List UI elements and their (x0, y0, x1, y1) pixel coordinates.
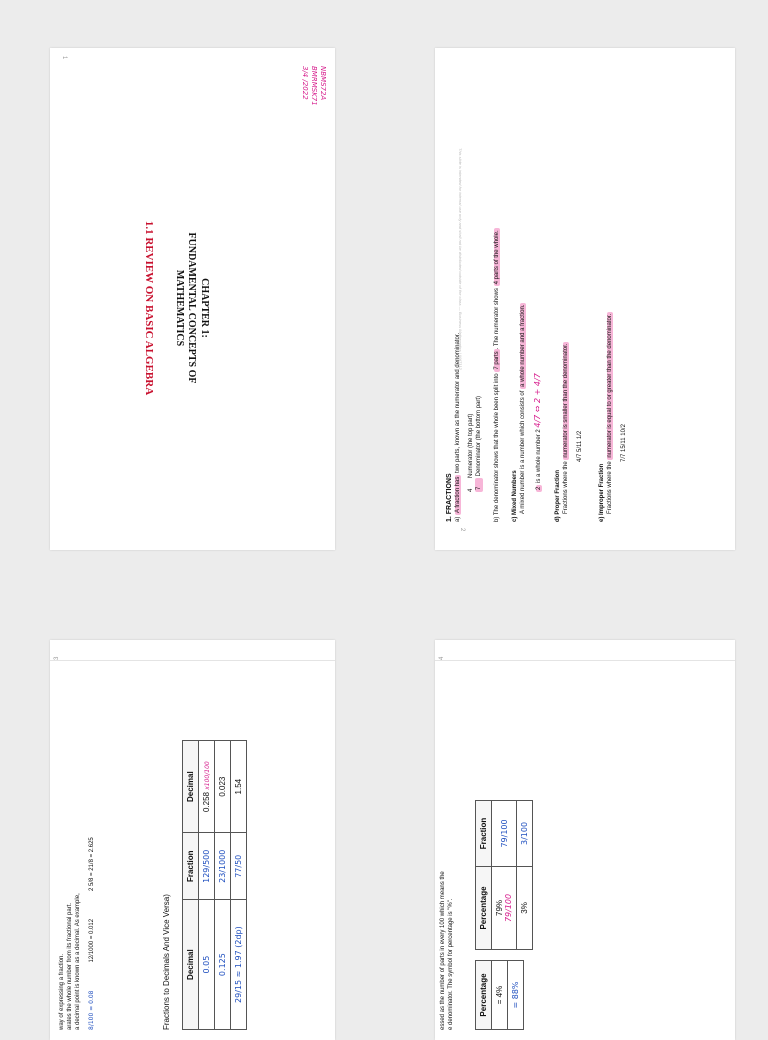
chapter-title: CHAPTER 1: FUNDAMENTAL CONCEPTS OF MATHEMATICS (174, 232, 210, 384)
decimal-examples: 8/100 = 0.08 12/1000 = 0.012 2 5/8 = 21/8 = 2.625 (88, 837, 96, 1030)
table-header: Fraction (183, 833, 199, 900)
table-row: 29/15 ≈ 1.97 (2dp) 77/50 1.54 (231, 741, 247, 1030)
author-tag: NBMS72A BMRMSK71 3/4 /2022 (300, 66, 327, 106)
slide-page-2 (435, 48, 735, 550)
slide-page-4 (435, 640, 735, 1040)
section-title: 1.1 REVIEW ON BASIC ALGEBRA (143, 220, 155, 396)
item-a: a) A fraction has two parts, known as the numerator and denominator. (455, 332, 462, 522)
page-footer: This slide is intended for internal use only and shall not be distributed outside of the class — Business Mathematics | MAT112 (458, 148, 463, 370)
table-header: Decimal (183, 900, 199, 1030)
percentage-table (475, 800, 533, 950)
item-c-example: 2 is a whole number 2 4/7 ⇔ 2 + 4/7 (533, 373, 542, 490)
page-number: 1 (61, 56, 67, 60)
item-b: b) The denominator shows that the whole been split into 7 parts. The numerator shows 4 parts of the whole. (493, 230, 500, 522)
table-row: = 4% (492, 961, 508, 1030)
table-row: 79% 79/100 79/100 (492, 801, 517, 950)
item-d-title: d) Proper Fraction (554, 469, 561, 522)
table-header: Percentage (476, 961, 492, 1030)
decimal-table (182, 740, 247, 1030)
page-number: 3 (54, 656, 60, 660)
slide-page-1 (50, 48, 335, 550)
item-c-text: A mixed number is a number which consists of a whole number and a fraction. (519, 304, 526, 514)
table-row: 0.05 129/500 0.258 x100/100 (199, 741, 215, 1030)
table-row: 3% 3/100 (517, 801, 533, 950)
handwritten-note: 4/7 ⇔ 2 + 4/7 (533, 373, 542, 428)
table-title: Fractions to Decimals And Vice Versa) (162, 894, 171, 1030)
page-number: 4 (439, 656, 445, 660)
item-d-text: Fractions where the numerator is smaller than the denominator. (562, 343, 569, 514)
item-e-examples: 7/7 15/11 10/2 (621, 424, 628, 462)
section-heading: 1. FRACTIONS (446, 473, 453, 522)
slide-page-3 (50, 640, 335, 1040)
table-row: = 88% (508, 961, 524, 1030)
percentage-left-table (475, 960, 524, 1030)
page-number: 2 (459, 528, 465, 532)
percentage-intro: essed as the number of parts in every 100 which means the e denominator. The symbol for percentage is "%". (440, 871, 455, 1030)
table-row: 0.125 23/1000 0.023 (215, 741, 231, 1030)
item-d-examples: 4/7 5/11 1/2 (576, 430, 583, 462)
denominator-row: 7 Denominator (the bottom part) (475, 395, 482, 490)
item-e-title: e) Improper Fraction (599, 463, 606, 522)
table-header: Decimal (183, 741, 199, 833)
decimal-intro: way of expressing a fraction. arates the whole number from its fractional part. a decimal point is known as a decimal. As example, 8/100 = 0.08 12/1000 = 0.012 2 5/8 = 21/8 = 2.625 (58, 730, 96, 1030)
table-header: Percentage (476, 866, 492, 949)
numerator-row: 4Numerator (the top part) (467, 413, 474, 492)
item-c-title: c) Mixed Numbers (511, 470, 518, 522)
table-header: Fraction (476, 801, 492, 867)
item-e-text: Fractions where the numerator is equal to or greater than the denominator. (607, 313, 614, 514)
